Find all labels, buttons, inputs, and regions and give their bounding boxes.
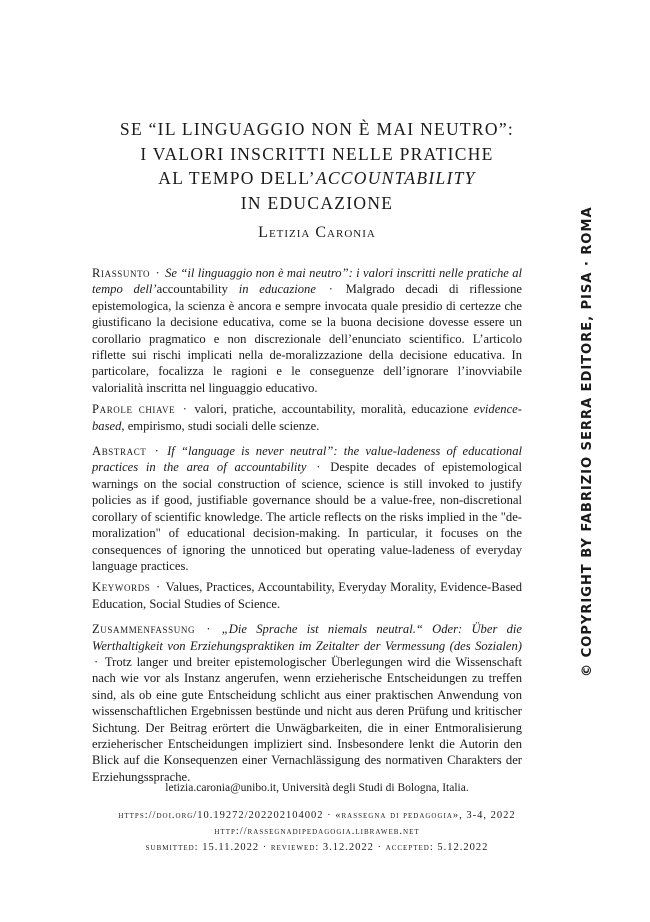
author-name: Letizia Caronia — [258, 224, 376, 241]
parole-chiave-italic: evidence-based — [92, 402, 522, 433]
title-line-3-italic: ACCOUNTABILITY — [315, 168, 476, 188]
title-line-3 — [92, 166, 542, 191]
parole-chiave-body-end: , empirismo, studi sociali delle scienze. — [121, 418, 320, 433]
riassunto-paragraph — [92, 265, 522, 396]
copyright-text: © COPYRIGHT BY FABRIZIO SERRA EDITORE, PISA · ROMA — [580, 206, 595, 677]
abstract-body: Despite decades of epistemological warnings on the social construction of science, science is still invoked to justify policies as if good, justifiable governance should be a value-free, non-discretional corollary of scientific knowledge. The article reflects on the risks implied in the "de-moralization" of educational decision-making. In particular, it focuses on the consequences of ignoring the unnoticed but operating value-ladeness of everyday language practices. — [92, 460, 522, 573]
riassunto-body: Malgrado decadi di riflessione epistemologica, la scienza è ancora e sempre invocata quale presidio di certezze che giustificano la decisione educativa, come se la buona decisione dovesse essere un corollario pragmatico e non discrezionale dell’enunciato scientifico. L’articolo riflette sui rischi implicati nella de-moralizzazione della decisione educativa. In particolare, focalizza le ragioni e le conseguenze dell’ignorare l’inovviabile valorialità inscritta nel linguaggio educativo. — [92, 282, 523, 395]
keywords-paragraph — [92, 579, 522, 612]
parole-chiave-separator: · — [182, 402, 187, 417]
author-affiliation: letizia.caronia@unibo.it, Università degli Studi di Bologna, Italia. — [165, 782, 469, 794]
parole-chiave-paragraph — [92, 401, 522, 434]
submission-dates: submitted: 15.11.2022 · reviewed: 3.12.2022 · accepted: 5.12.2022 — [145, 842, 489, 853]
abstract-label: Abstract — [92, 444, 147, 459]
zusammenfassung-separator-2: · — [94, 654, 99, 669]
riassunto-title: Se “il linguaggio non è mai neutro”: i valori inscritti nelle pratiche al tempo dell’ — [92, 266, 522, 297]
article-title — [92, 117, 542, 215]
zusammenfassung-label: Zusammenfassung — [92, 622, 196, 637]
riassunto-title-roman: accountability — [156, 282, 228, 297]
title-line-4: IN EDUCAZIONE — [240, 192, 394, 213]
keywords-separator: · — [156, 580, 161, 595]
riassunto-title-end: in educazione — [227, 282, 316, 297]
zusammenfassung-separator: · — [206, 622, 211, 637]
title-line-2: I VALORI INSCRITTI NELLE PRATICHE — [140, 143, 494, 164]
riassunto-separator: · — [155, 266, 160, 280]
abstract-separator-2: · — [316, 460, 321, 475]
abstract-separator: · — [154, 444, 159, 459]
riassunto-separator-2: · — [328, 282, 333, 297]
abstract-paragraph — [92, 443, 522, 574]
keywords-label: Keywords — [92, 580, 151, 595]
zusammenfassung-paragraph — [92, 621, 522, 785]
zusammenfassung-body: Trotz langer und breiter epistemologischer Überlegungen wird die Wissenschaft nach wie vor als Instanz angerufen, wenn erzieherische Entscheidungen zu treffen sind, als ob eine gute Entscheidung schlicht aus einer praktischen Anwendung von wissenschaftlichen Ergebnissen bestünde und nicht aus deren Prüfung und kritischer Sichtung. Der Beitrag erörtert die Unwägbarkeiten, die in einer Entmoralisierung erzieherischer Entscheidungen impliziert sind. Insbesondere lenkt die Autorin den Blick auf die Konsequenzen einer Vernachlässigung des normativen Charakters der Erziehungssprache. — [92, 654, 523, 784]
keywords-body: Values, Practices, Accountability, Everyday Morality, Evidence-Based Education, Social Studies of Science. — [92, 580, 522, 611]
abstract-title: If “language is never neutral”: the value-ladeness of educational practices in the area of accountability — [92, 444, 522, 475]
title-line-3-text: AL TEMPO DELL’ — [158, 168, 316, 188]
abstracts-section — [92, 265, 522, 785]
journal-website: http://rassegnadipedagogia.libraweb.net — [214, 826, 420, 837]
parole-chiave-body: valori, pratiche, accountability, moralità, educazione — [194, 402, 474, 417]
zusammenfassung-title: „Die Sprache ist niemals neutral.“ Oder: Über die Werthaltigkeit von Erziehungspraktiken im Zeitalter der Vermessung (des Sozialen) — [92, 622, 522, 653]
parole-chiave-label: Parole chiave — [92, 402, 176, 417]
title-line-1: SE “IL LINGUAGGIO NON È MAI NEUTRO”: — [119, 119, 515, 139]
copyright-notice — [568, 206, 595, 687]
riassunto-label: Riassunto — [92, 266, 151, 280]
doi-line: https://doi.org/10.19272/202202104002 · «rassegna di pedagogia», 3-4, 2022 — [118, 810, 516, 821]
